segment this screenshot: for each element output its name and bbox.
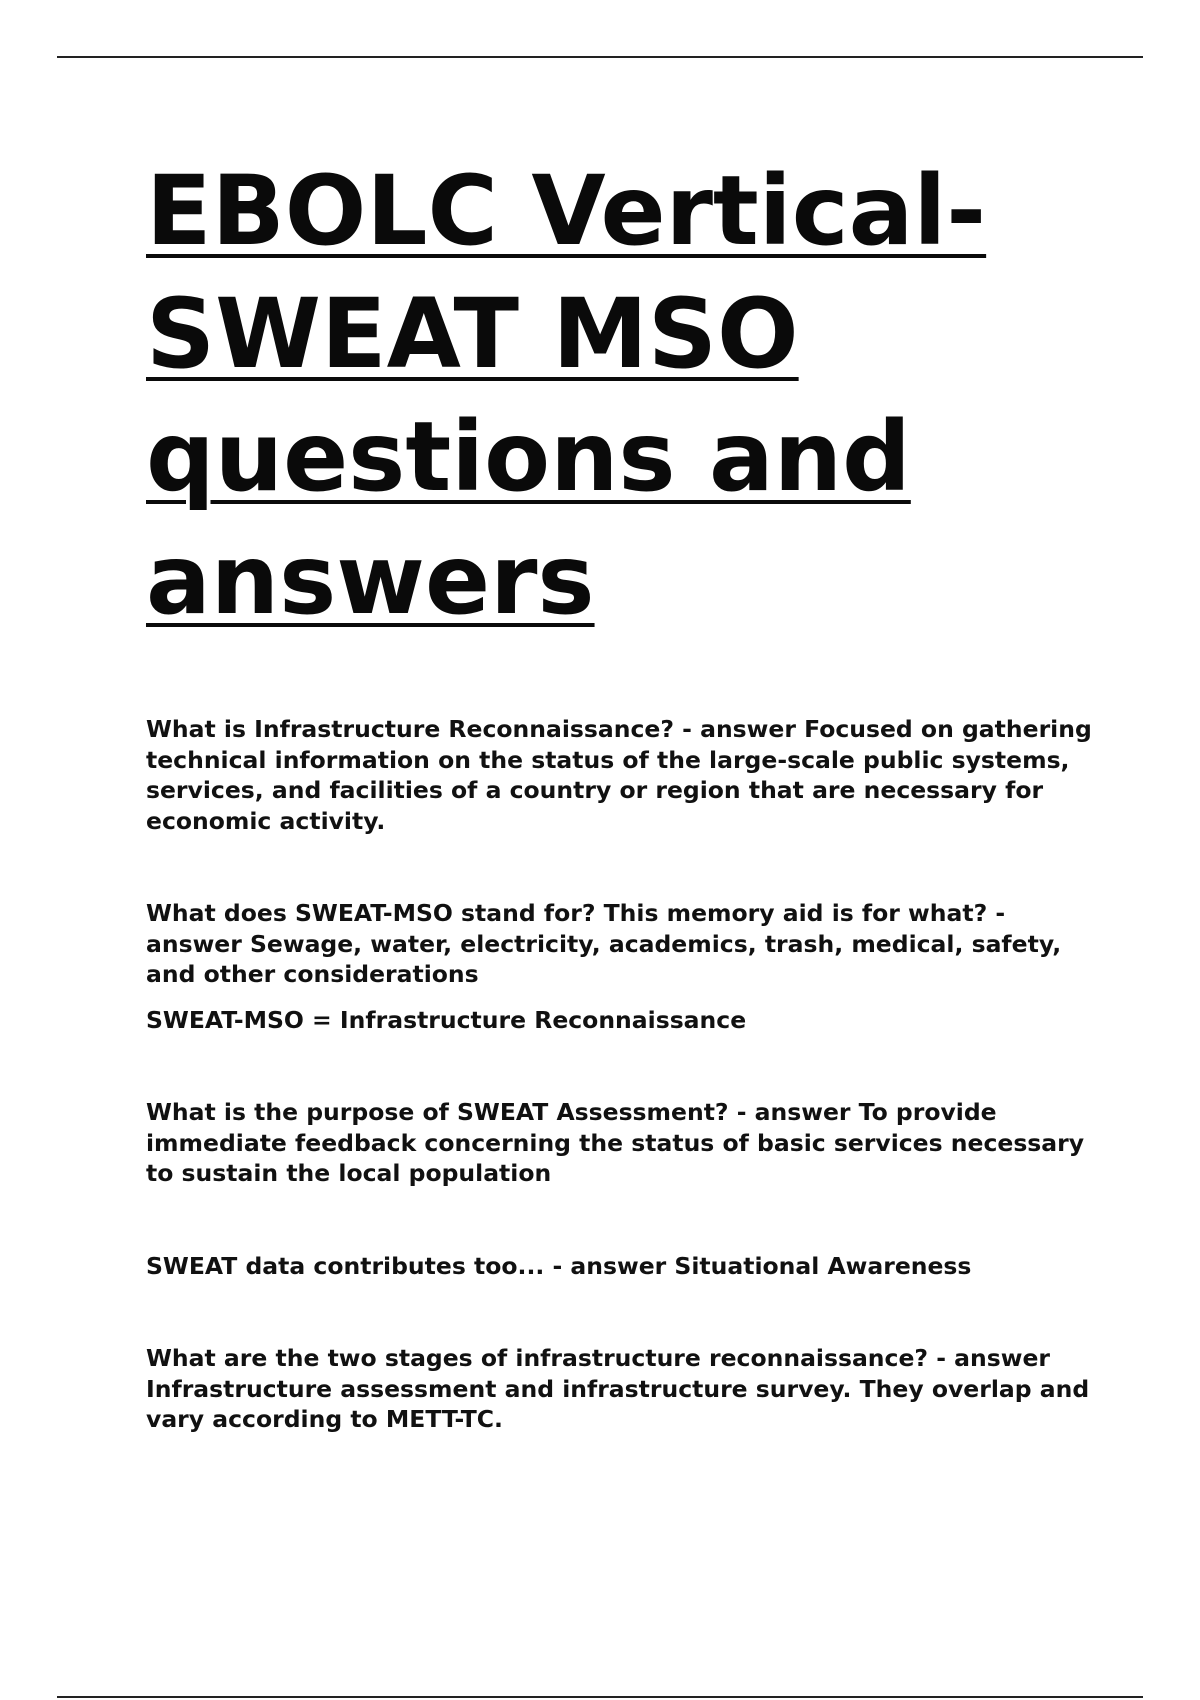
- qa-text: What is Infrastructure Reconnaissance? - answer Focused on gathering technical information on the status of the large-scale public systems, services, and facilities of a country or region that are necessary for economic activity.: [146, 715, 1092, 835]
- qa-item: [146, 714, 1096, 836]
- qa-text: What is the purpose of SWEAT Assessment? - answer To provide immediate feedback concerning the status of basic services necessary to sustain the local population: [146, 1098, 1085, 1187]
- document-title: EBOLC Vertical- SWEAT MSO questions and answers: [146, 155, 987, 636]
- qa-item: [146, 1097, 1096, 1189]
- qa-text: What are the two stages of infrastructure reconnaissance? - answer Infrastructure assessment and infrastructure survey. They overlap and vary according to METT-TC.: [146, 1344, 1090, 1433]
- qa-item: [146, 1343, 1096, 1435]
- qa-note: SWEAT-MSO = Infrastructure Reconnaissance: [146, 1005, 747, 1034]
- qa-list: [146, 714, 1096, 1435]
- qa-item: [146, 1251, 1096, 1282]
- qa-text: SWEAT data contributes too... - answer Situational Awareness: [146, 1251, 972, 1280]
- bottom-divider: [57, 1696, 1143, 1698]
- top-divider: [57, 56, 1143, 58]
- document-body: [146, 150, 1096, 1497]
- qa-item: [146, 898, 1096, 1035]
- qa-text: What does SWEAT-MSO stand for? This memory aid is for what? - answer Sewage, water, electricity, academics, trash, medical, safety, and other considerations: [146, 899, 1062, 988]
